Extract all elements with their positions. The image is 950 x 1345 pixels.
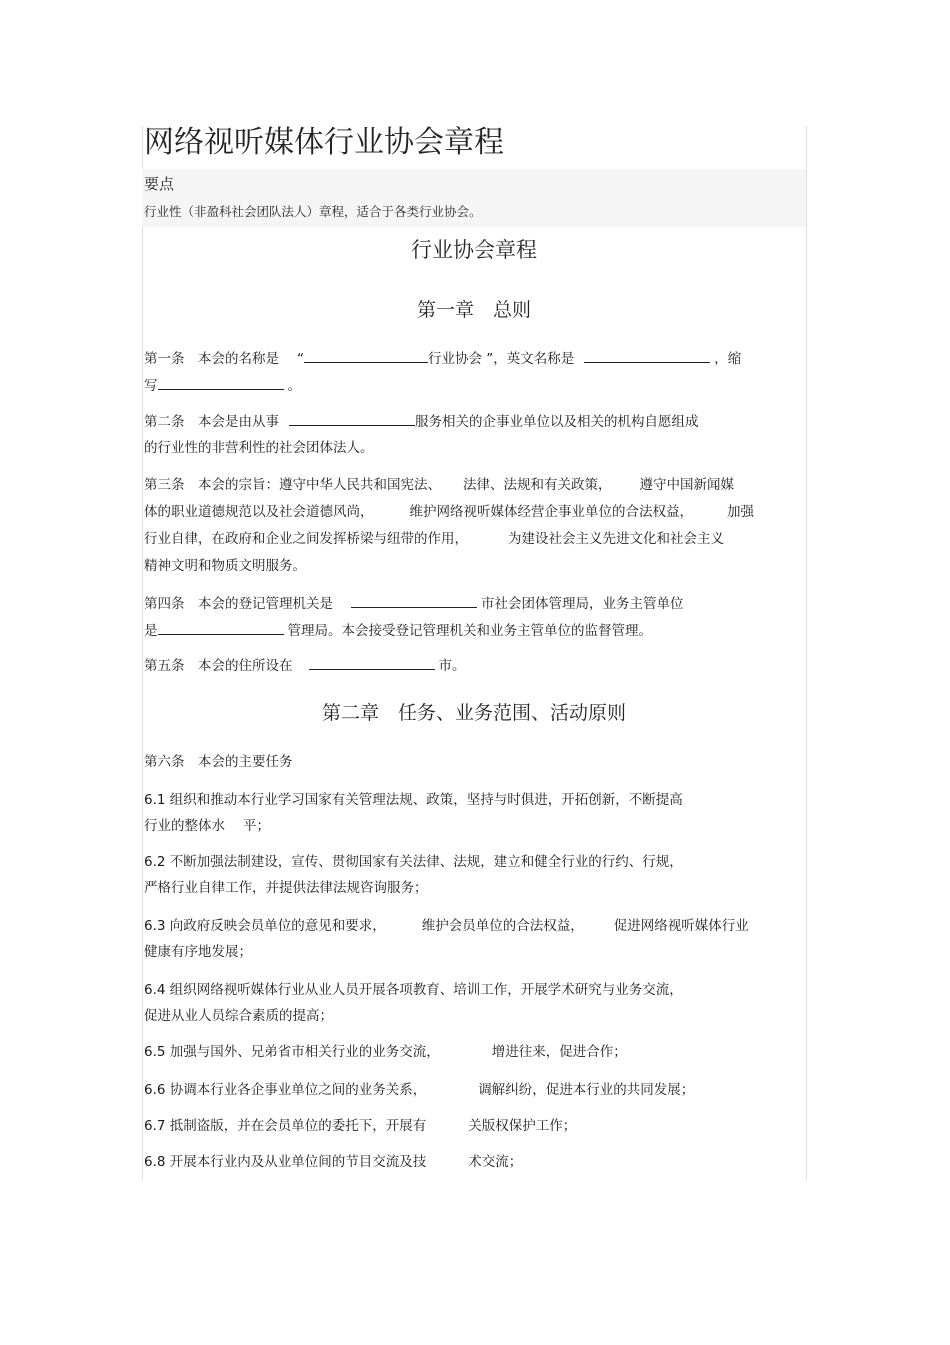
document-title: 网络视听媒体行业协会章程 bbox=[144, 125, 504, 160]
article3-line3 bbox=[144, 529, 724, 549]
item-6-8 bbox=[144, 1152, 522, 1172]
item-6-4-line1: 6.4 组织网络视听媒体行业从业人员开展各项教育、培训工作，开展学术研究与业务交流， bbox=[144, 982, 683, 998]
article2-line1 bbox=[144, 411, 699, 432]
item-6-1-l2b: 平； bbox=[243, 818, 270, 834]
item-6-6-a: 6.6 协调本行业各企事业单位之间的业务关系， bbox=[144, 1082, 427, 1098]
article1-l2-head: 写 bbox=[144, 378, 158, 394]
article1-label: 第一条 本会的名称是 bbox=[144, 351, 279, 367]
article3-line4: 精神文明和物质文明服务。 bbox=[144, 558, 306, 574]
summary-title: 要点 bbox=[144, 175, 175, 193]
article2-tail: 服务相关的企事业单位以及相关的机构自愿组成 bbox=[415, 414, 699, 430]
item-6-1-line2 bbox=[144, 816, 270, 836]
item-6-5 bbox=[144, 1042, 627, 1062]
item-6-8-a: 6.8 开展本行业内及从业单位间的节目交流及技 bbox=[144, 1154, 427, 1170]
item-6-5-a: 6.5 加强与国外、兄弟省市相关行业的业务交流， bbox=[144, 1044, 440, 1060]
item-6-1-line1: 6.1 组织和推动本行业学习国家有关管理法规、政策，坚持与时俱进，开拓创新，不断提高 bbox=[144, 792, 683, 808]
association-name-blank bbox=[304, 348, 428, 363]
item-6-5-b: 增进往来，促进合作； bbox=[491, 1044, 627, 1060]
article5-line1 bbox=[144, 655, 466, 676]
item-6-2-line1: 6.2 不断加强法制建设，宣传、贯彻国家有关法律、法规，建立和健全行业的行约、行规， bbox=[144, 854, 683, 870]
article4-line1 bbox=[144, 593, 684, 614]
article1-tail: ，缩 bbox=[714, 351, 742, 367]
article3-l2c: 加强 bbox=[727, 504, 754, 520]
article3-l1b: 法律、法规和有关政策， bbox=[463, 477, 612, 493]
article1-mid: 行业协会 ”，英文名称是 bbox=[428, 351, 575, 367]
english-name-blank bbox=[584, 348, 710, 363]
chapter2-heading: 第二章 任务、业务范围、活动原则 bbox=[321, 702, 626, 724]
article4-l2-head: 是 bbox=[144, 623, 158, 639]
article1-open-quote: “ bbox=[297, 351, 304, 367]
item-6-6 bbox=[144, 1080, 694, 1100]
item-6-7-a: 6.7 抵制盗版，并在会员单位的委托下，开展有 bbox=[144, 1118, 427, 1134]
item-6-3-line1 bbox=[144, 916, 749, 936]
item-6-1-l2a: 行业的整体水 bbox=[144, 818, 225, 834]
article2-line2: 的行业性的非营利性的社会团体法人。 bbox=[144, 440, 374, 456]
item-6-3-l1c: 促进网络视听媒体行业 bbox=[613, 918, 749, 934]
article4-l2-tail: 管理局。本会接受登记管理机关和业务主管单位的监督管理。 bbox=[287, 623, 652, 639]
abbreviation-blank bbox=[158, 375, 284, 390]
article4-line2 bbox=[144, 620, 652, 641]
item-6-3-l1b: 维护会员单位的合法权益， bbox=[421, 918, 584, 934]
registration-authority-blank bbox=[351, 593, 477, 608]
main-heading: 行业协会章程 bbox=[411, 238, 537, 262]
item-6-7 bbox=[144, 1116, 576, 1136]
item-6-2-line2: 严格行业自律工作，并提供法律法规咨询服务； bbox=[144, 880, 428, 896]
summary-text: 行业性（非盈科社会团队法人）章程，适合于各类行业协会。 bbox=[144, 204, 482, 219]
article5-tail: 市。 bbox=[438, 658, 466, 674]
supervising-unit-blank bbox=[158, 620, 284, 635]
article2-label: 第二条 本会是由从事 bbox=[144, 414, 279, 430]
article1-l2-tail: 。 bbox=[287, 378, 301, 394]
article4-tail: 市社会团体管理局，业务主管单位 bbox=[481, 596, 684, 612]
article1-line2 bbox=[144, 375, 301, 396]
address-city-blank bbox=[309, 655, 435, 670]
item-6-3-line2: 健康有序地发展； bbox=[144, 944, 252, 960]
article5-label: 第五条 本会的住所设在 bbox=[144, 658, 293, 674]
item-6-7-b: 关版权保护工作； bbox=[468, 1118, 577, 1134]
article3-l3a: 行业自律，在政府和企业之间发挥桥梁与纽带的作用， bbox=[144, 531, 468, 547]
service-field-blank bbox=[289, 411, 415, 426]
page-border-left bbox=[142, 126, 143, 1180]
article3-line1 bbox=[144, 475, 734, 495]
article3-l1a: 第三条 本会的宗旨：遵守中华人民共和国宪法、 bbox=[144, 477, 441, 493]
article3-l1c: 遵守中国新闻媒 bbox=[639, 477, 734, 493]
chapter1-heading: 第一章 总则 bbox=[416, 299, 531, 321]
article3-line2 bbox=[144, 502, 754, 522]
article6-title: 第六条 本会的主要任务 bbox=[144, 754, 293, 770]
item-6-8-b: 术交流； bbox=[468, 1154, 523, 1170]
page-border-right bbox=[806, 126, 807, 1180]
item-6-4-line2: 促进从业人员综合素质的提高； bbox=[144, 1008, 333, 1024]
article3-l2b: 维护网络视听媒体经营企事业单位的合法权益， bbox=[409, 504, 693, 520]
item-6-6-b: 调解纠纷，促进本行业的共同发展； bbox=[478, 1082, 695, 1098]
article3-l3b: 为建设社会主义先进文化和社会主义 bbox=[508, 531, 724, 547]
article1-line1 bbox=[144, 348, 741, 369]
article3-l2a: 体的职业道德规范以及社会道德风尚， bbox=[144, 504, 374, 520]
item-6-3-l1a: 6.3 向政府反映会员单位的意见和要求， bbox=[144, 918, 386, 934]
article4-label: 第四条 本会的登记管理机关是 bbox=[144, 596, 333, 612]
